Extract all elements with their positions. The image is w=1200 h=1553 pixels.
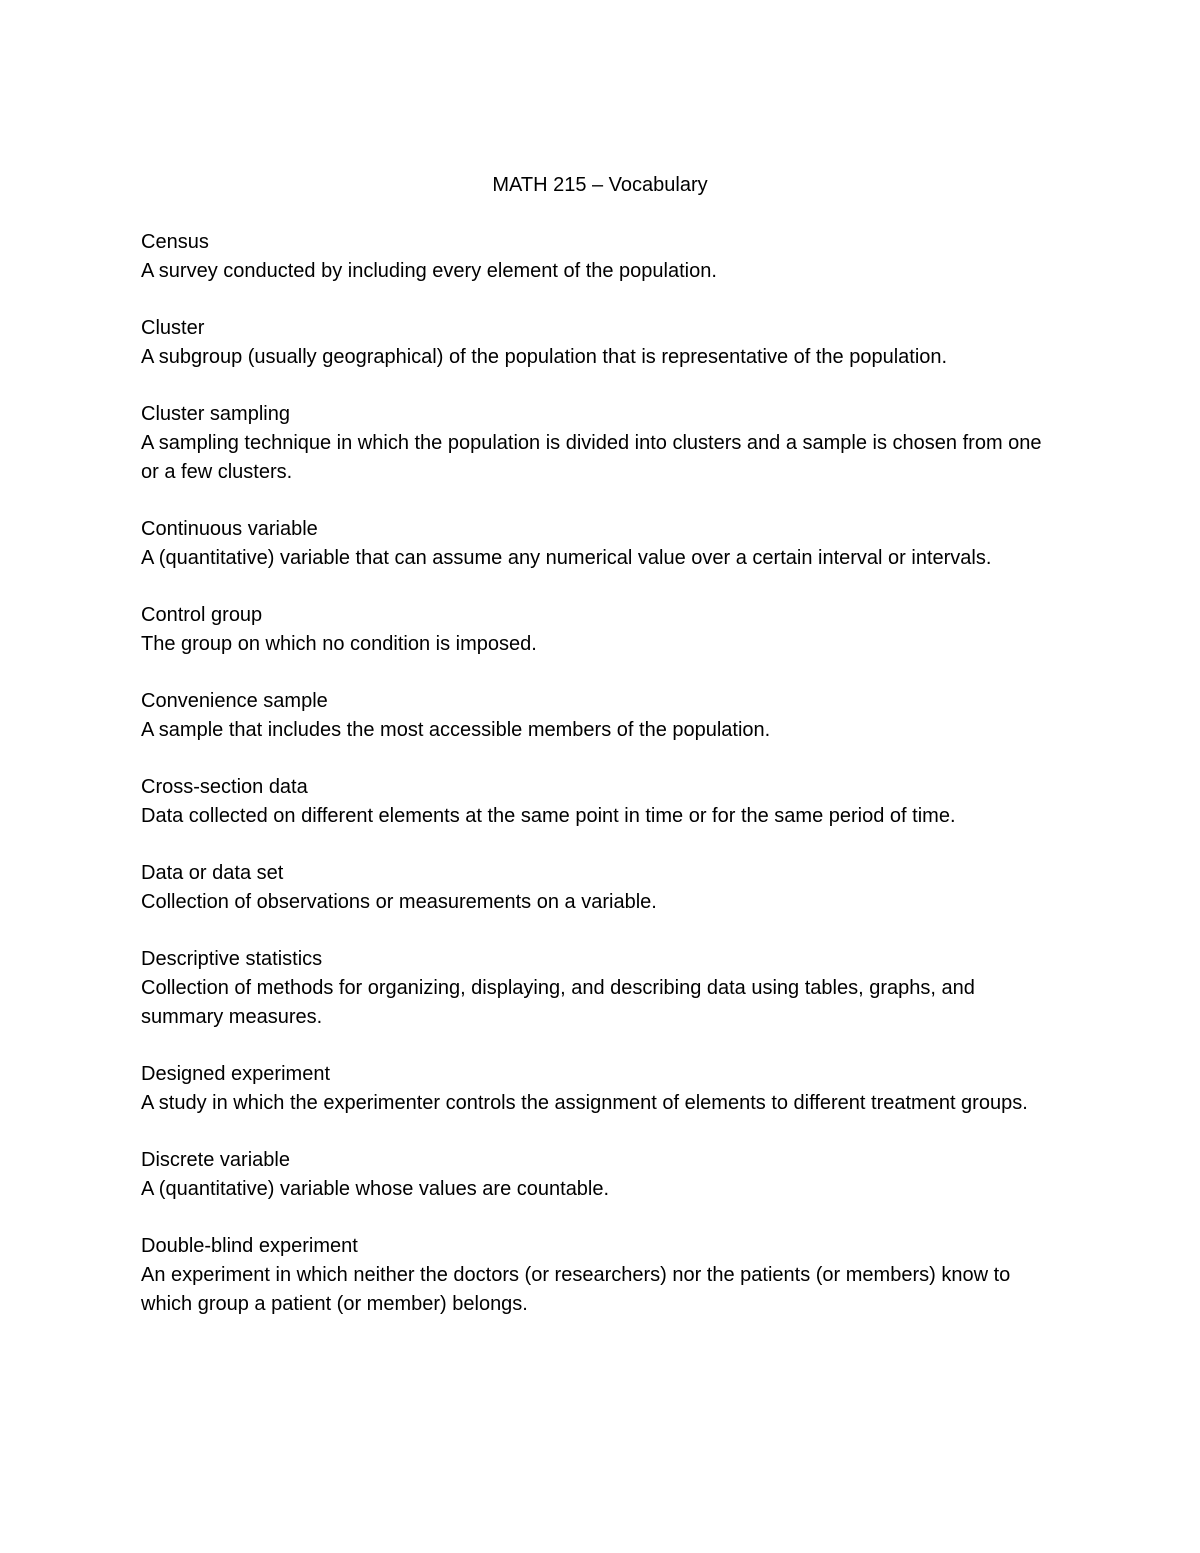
vocabulary-entry (141, 228, 1061, 286)
vocabulary-term: Cluster sampling (141, 403, 290, 425)
vocabulary-definition: The group on which no condition is imposed. (141, 633, 537, 655)
vocabulary-entry (141, 1232, 1061, 1319)
vocabulary-term: Designed experiment (141, 1063, 330, 1085)
vocabulary-definition: An experiment in which neither the doctors (or researchers) nor the patients (or members) know to which group a patient (or member) belongs. (141, 1264, 1011, 1315)
vocabulary-term: Data or data set (141, 862, 284, 884)
vocabulary-definition: A sampling technique in which the population is divided into clusters and a sample is chosen from one or a few clusters. (141, 432, 1042, 483)
vocabulary-definition: Collection of methods for organizing, displaying, and describing data using tables, graphs, and summary measures. (141, 977, 975, 1028)
vocabulary-term: Convenience sample (141, 690, 328, 712)
vocabulary-entry (141, 515, 1061, 573)
vocabulary-term: Continuous variable (141, 518, 318, 540)
vocabulary-definition: A study in which the experimenter controls the assignment of elements to different treatment groups. (141, 1092, 1028, 1114)
page-title: MATH 215 – Vocabulary (492, 174, 708, 196)
vocabulary-definition: Data collected on different elements at the same point in time or for the same period of time. (141, 805, 956, 827)
vocabulary-term: Census (141, 231, 209, 253)
vocabulary-entry (141, 1060, 1061, 1118)
vocabulary-term: Double-blind experiment (141, 1235, 358, 1257)
vocabulary-term: Discrete variable (141, 1149, 290, 1171)
vocabulary-entry (141, 1146, 1061, 1204)
vocabulary-entry (141, 400, 1061, 487)
vocabulary-entry (141, 687, 1061, 745)
vocabulary-definition: A sample that includes the most accessible members of the population. (141, 719, 771, 741)
vocabulary-entry (141, 601, 1061, 659)
vocabulary-term: Control group (141, 604, 263, 626)
vocabulary-definition: A survey conducted by including every element of the population. (141, 260, 717, 282)
vocabulary-term: Descriptive statistics (141, 948, 323, 970)
vocabulary-definition: A (quantitative) variable that can assume any numerical value over a certain interval or intervals. (141, 547, 992, 569)
vocabulary-entry (141, 945, 1061, 1032)
vocabulary-term: Cluster (141, 317, 205, 339)
vocabulary-definition: A subgroup (usually geographical) of the population that is representative of the population. (141, 346, 948, 368)
vocabulary-list (141, 228, 1061, 1347)
vocabulary-entry (141, 314, 1061, 372)
vocabulary-term: Cross-section data (141, 776, 308, 798)
vocabulary-entry (141, 773, 1061, 831)
vocabulary-definition: Collection of observations or measurements on a variable. (141, 891, 657, 913)
vocabulary-entry (141, 859, 1061, 917)
vocabulary-definition: A (quantitative) variable whose values are countable. (141, 1178, 610, 1200)
